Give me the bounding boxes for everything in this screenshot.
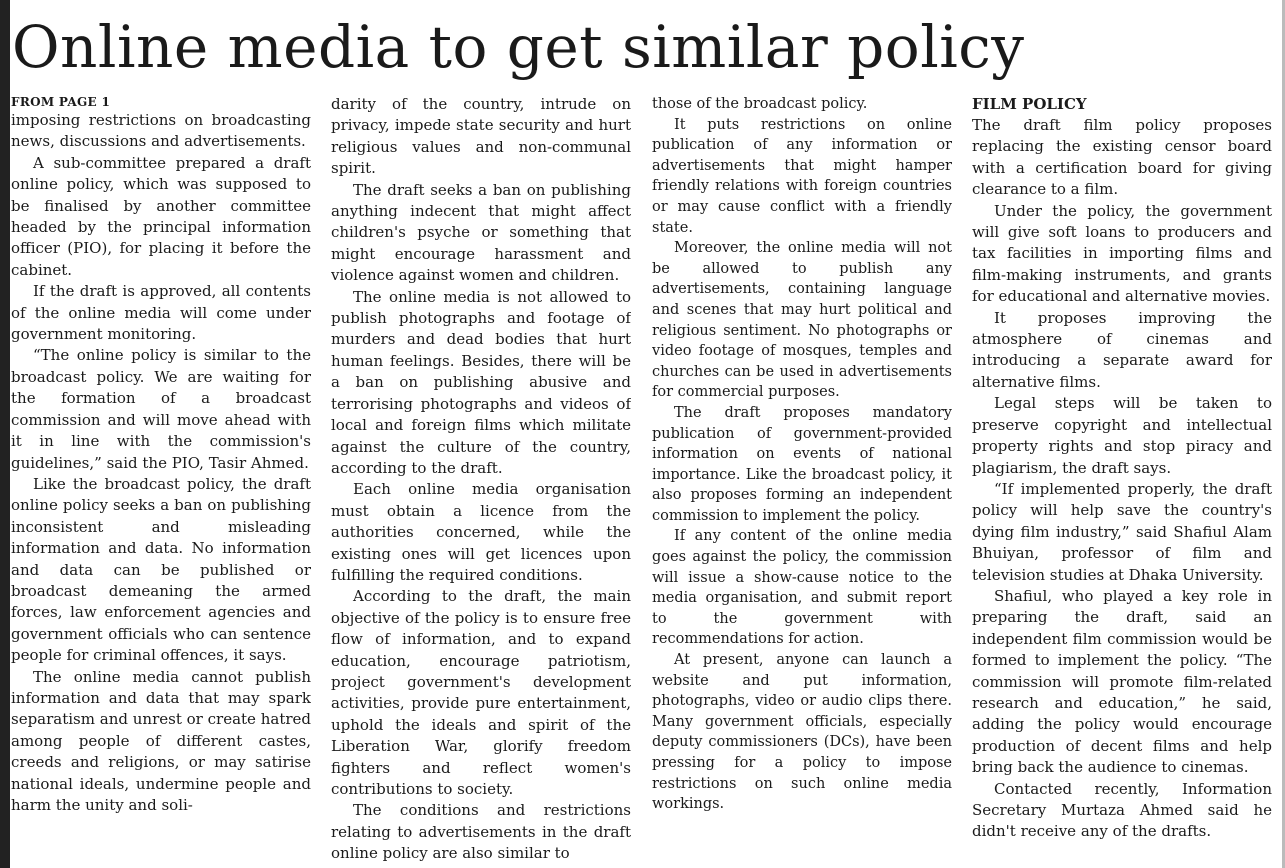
paragraph: A sub-committee prepared a draft online policy, which was supposed to be finalised by another committee headed by the principal information officer (PIO), for placing it before the cabinet. — [11, 153, 311, 279]
article-headline: Online media to get similar policy — [12, 13, 1025, 81]
paragraph: those of the broadcast policy. — [652, 96, 868, 112]
paragraph: Like the broadcast policy, the draft online policy seeks a ban on publishing inconsistent and misleading information and data. No information and data can be published or broadcast demeaning the armed forces, law enforcement agencies and government officials who can sentence people for criminal offences, it says. — [11, 474, 311, 665]
article-column-4 — [972, 94, 1272, 864]
paragraph: The draft proposes mandatory publication of government-provided information on events of national importance. Like the broadcast policy, it also proposes forming an independent commission to implement the policy. — [652, 404, 952, 524]
paragraph: At present, anyone can launch a website and put information, photographs, video or audio clips there. Many government officials, especially deputy commissioners (DCs), have been pressing for a policy to impose restrictions on such online media workings. — [652, 652, 952, 813]
paragraph: If the draft is approved, all contents of the online media will come under government monitoring. — [11, 282, 311, 344]
paragraph: Under the policy, the government will give soft loans to producers and tax facilities in importing films and film-making instruments, and grants for educational and alternative movies. — [972, 201, 1272, 306]
paragraph: The online media is not allowed to publish photographs and footage of murders and dead bodies that hurt human feelings. Besides, there will be a ban on publishing abusive and terrorising photographs and videos of local and foreign films which militate against the culture of the country, according to the draft. — [331, 287, 631, 477]
paragraph: The draft film policy proposes replacing the existing censor board with a certification board for giving clearance to a film. — [972, 116, 1272, 199]
paragraph: The online media cannot publish information and data that may spark separatism and unrest or create hatred among people of different castes, creeds and religions, or may satirise national ideals, undermine people and harm the unity and soli- — [11, 667, 311, 814]
paragraph: If any content of the online media goes against the policy, the commission will issue a show-cause notice to the media organisation, and submit report to the government with recommendations for action. — [652, 528, 952, 648]
paragraph: “The online policy is similar to the broadcast policy. We are waiting for the formation of a broadcast commission and will move ahead with it in line with the commission's guidelines,” said the PIO, Tasir Ahmed. — [11, 346, 311, 472]
paragraph: Legal steps will be taken to preserve copyright and intellectual property rights and stop piracy and plagiarism, the draft says. — [972, 394, 1272, 477]
paragraph: Shafiul, who played a key role in preparing the draft, said an independent film commission would be formed to implement the policy. “The commission will promote film-related research and education,” he said, adding the policy would encourage production of decent films and help bring back the audience to cinemas. — [972, 586, 1272, 777]
paragraph: It puts restrictions on online publication of any information or advertisements that might hamper friendly relations with foreign countries or may cause conflict with a friendly state. — [652, 116, 952, 236]
paragraph: Moreover, the online media will not be allowed to publish any advertisements, containing language and scenes that may hurt political and religious sentiment. No photographs or video footage of mosques, temples and churches can be used in advertisements for commercial purposes. — [652, 240, 952, 401]
left-column-rule — [0, 0, 10, 868]
paragraph: darity of the country, intrude on privacy, impede state security and hurt religious values and non-communal spirit. — [331, 95, 631, 178]
article-column-3 — [652, 94, 952, 864]
continuation-kicker: FROM PAGE 1 — [11, 95, 111, 109]
paragraph: imposing restrictions on broadcasting news, discussions and advertisements. — [11, 111, 311, 151]
paragraph: According to the draft, the main objective of the policy is to ensure free flow of information, and to expand education, encourage patriotism, project government's development activities, provide pure entertainment, uphold the ideals and spirit of the Liberation War, glorify freedom fighters and reflect women's contributions to society. — [331, 587, 631, 798]
paragraph: Each online media organisation must obtain a licence from the authorities concerned, while the existing ones will get licences upon fulfilling the required conditions. — [331, 480, 631, 584]
section-subhead: FILM POLICY — [972, 95, 1087, 113]
paragraph: The draft seeks a ban on publishing anything indecent that might affect children's psyche or something that might encourage harassment and violence against women and children. — [331, 180, 631, 285]
paragraph: Contacted recently, Information Secretary Murtaza Ahmed said he didn't receive any of the drafts. — [972, 779, 1272, 841]
paragraph: It proposes improving the atmosphere of cinemas and introducing a separate award for alternative films. — [972, 308, 1272, 391]
paragraph: The conditions and restrictions relating to advertisements in the draft online policy are also similar to — [331, 801, 631, 863]
article-column-1 — [11, 94, 311, 864]
paragraph: “If implemented properly, the draft policy will help save the country's dying film industry,” said Shafiul Alam Bhuiyan, professor of film and television studies at Dhaka University. — [972, 479, 1272, 584]
article-column-2 — [331, 94, 631, 864]
